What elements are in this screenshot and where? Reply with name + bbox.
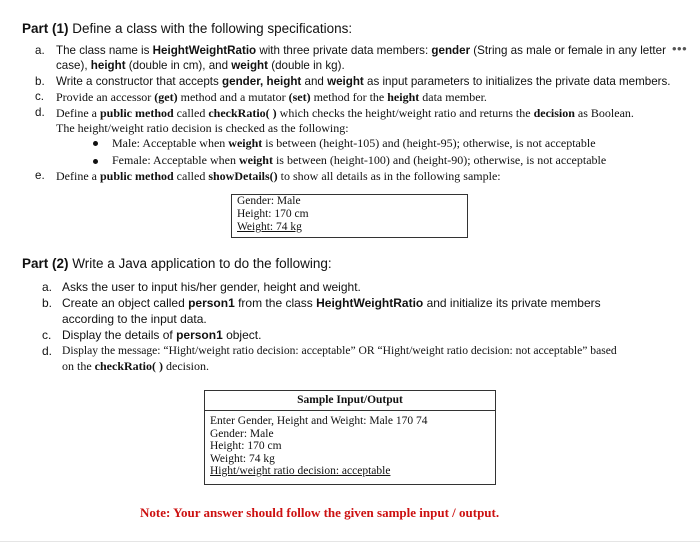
text: Female: Acceptable when [112, 153, 239, 167]
term: height [387, 90, 420, 104]
term-gender: gender [431, 44, 471, 57]
class-name: HeightWeightRatio [152, 44, 257, 57]
divider [0, 541, 700, 542]
part1-item-b [56, 75, 671, 89]
sample-io-box [204, 390, 496, 485]
io-line: Gender: Male [210, 427, 274, 440]
sample-line [232, 221, 467, 234]
part2-item-b-line1 [62, 296, 601, 310]
term: checkRatio( ) [208, 106, 277, 120]
term-height: height [90, 59, 126, 72]
part1-item-a-line2 [56, 59, 345, 73]
part2-item-b-line2: according to the input data. [62, 312, 207, 326]
part1-heading-label: Part (1) [22, 21, 69, 36]
item-letter: d. [35, 106, 45, 119]
part1-item-d-line2: The height/weight ratio decision is checked as the following: [56, 121, 349, 135]
term: HeightWeightRatio [316, 296, 424, 310]
part2-heading-text: Write a Java application to do the following: [72, 256, 332, 271]
text: (String as male or female in any letter [470, 44, 666, 57]
text: decision. [163, 359, 209, 373]
io-line: Weight: 74 kg [210, 452, 275, 465]
text: as Boolean. [574, 106, 634, 120]
text: to show all details as in the following sample: [277, 169, 501, 183]
io-line: Height: 170 cm [210, 440, 282, 452]
term: weight [327, 75, 364, 88]
term: (get) [154, 90, 178, 104]
term-weight: weight [231, 59, 268, 72]
male-rule [112, 136, 596, 150]
part2-item-c [62, 328, 261, 342]
text: from the class [234, 296, 317, 310]
text: (double in cm), and [125, 59, 232, 72]
text: is between (height-105) and (height-95); otherwise, is not acceptable [262, 136, 596, 150]
text: Provide an accessor [56, 90, 155, 104]
term: (set) [288, 90, 311, 104]
sample-details-box [231, 194, 468, 238]
text: method for the [310, 90, 388, 104]
text: Write a constructor that accepts [56, 75, 223, 88]
item-letter: b. [42, 296, 53, 310]
part1-heading [22, 21, 352, 36]
text: data member. [419, 90, 487, 104]
part1-item-a-line1 [56, 44, 666, 58]
sample-io-header: Sample Input/Output [205, 391, 495, 411]
sample-line: Gender: Male [237, 195, 301, 207]
term: weight [238, 153, 273, 167]
part1-item-e [56, 169, 501, 183]
text: on the [62, 359, 95, 373]
text: object. [222, 328, 262, 342]
item-letter: b. [35, 75, 45, 88]
text: Male: Acceptable when [112, 136, 229, 150]
text: Create an object called [62, 296, 189, 310]
term: decision [533, 106, 575, 120]
text: Define a [56, 106, 100, 120]
part1-item-c [56, 90, 487, 104]
text: method and a mutator [177, 90, 289, 104]
sample-io-body [205, 411, 495, 478]
female-rule [112, 153, 606, 167]
io-line [205, 465, 495, 478]
term: person1 [188, 296, 235, 310]
part2-item-d-line2 [62, 359, 209, 374]
item-letter: a. [42, 280, 53, 294]
text: and initialize its private members [423, 296, 601, 310]
text: is between (height-100) and (height-90); otherwise, is not acceptable [272, 153, 607, 167]
part2-heading [22, 256, 332, 271]
term: public method [99, 106, 174, 120]
more-options-icon[interactable]: ••• [672, 41, 688, 56]
term: person1 [176, 328, 223, 342]
bullet-icon [93, 159, 98, 164]
item-letter: e. [35, 169, 45, 182]
term: checkRatio( ) [94, 359, 163, 373]
item-letter: c. [42, 328, 52, 342]
item-letter: d. [42, 344, 53, 358]
text: as input parameters to initializes the private data members. [363, 75, 671, 88]
sample-line-text: Weight: 74 kg [237, 221, 302, 233]
io-line-text: Hight/weight ratio decision: acceptable [210, 465, 391, 477]
bullet-icon [93, 141, 98, 146]
text: which checks the height/weight ratio and returns the [276, 106, 534, 120]
part1-heading-text: Define a class with the following specifications: [72, 21, 353, 36]
io-line: Enter Gender, Height and Weight: Male 170 74 [210, 415, 428, 427]
item-letter: c. [35, 90, 45, 103]
text: case), [56, 59, 91, 72]
part1-item-d-line1 [56, 106, 634, 120]
term: weight [228, 136, 263, 150]
text: with three private data members: [256, 44, 432, 57]
term: showDetails() [208, 169, 278, 183]
term: gender, height [222, 75, 302, 88]
text: and [301, 75, 328, 88]
item-letter: a. [35, 44, 45, 57]
term: public method [99, 169, 174, 183]
text: (double in kg). [267, 59, 345, 72]
text: The class name is [56, 44, 153, 57]
text: called [173, 169, 209, 183]
part2-heading-label: Part (2) [22, 256, 69, 271]
note-text: Note: Your answer should follow the given sample input / output. [140, 505, 500, 520]
text: Display the details of [62, 328, 177, 342]
text: Define a [56, 169, 100, 183]
part2-item-a: Asks the user to input his/her gender, height and weight. [62, 280, 361, 294]
part2-item-d-line1: Display the message: “Hight/weight ratio decision: acceptable” OR “Hight/weight ratio decision: not acceptable” based [62, 344, 617, 357]
text: called [173, 106, 209, 120]
sample-line: Height: 170 cm [237, 208, 309, 220]
